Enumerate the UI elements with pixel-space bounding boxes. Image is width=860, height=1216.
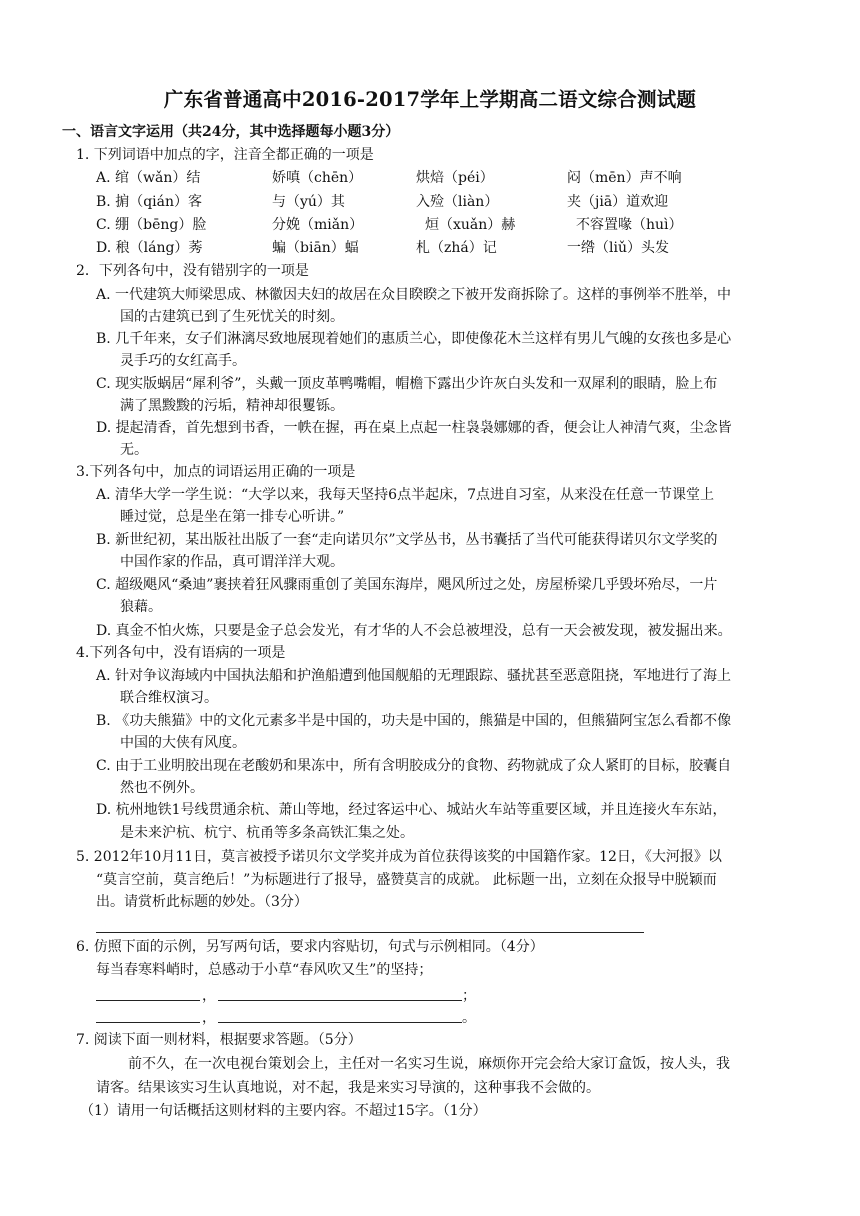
q2-option-c-cont: 满了黑黢黢的污垢，精神却很矍铄。 xyxy=(120,398,344,414)
q5-line-3: 出。请赏析此标题的妙处。（3分） xyxy=(96,894,308,910)
q6-stem: 6. 仿照下面的示例，另写两句话，要求内容贴切，句式与示例相同。（4分） xyxy=(76,939,544,955)
q6-comma-1: ， xyxy=(202,988,216,1004)
q1-c-4: 不容置喙（huì） xyxy=(576,217,683,233)
q6-blank-2a[interactable] xyxy=(96,1022,200,1023)
q3-option-a: A. 清华大学一学生说：“大学以来，我每天坚持6点半起床，7点进自习室，从来没在任意一节课堂上 xyxy=(96,487,714,503)
q6-period-2: 。 xyxy=(462,1010,476,1026)
q1-c-2: 分娩（miǎn） xyxy=(272,217,364,233)
q1-b-2: 与（yú）其 xyxy=(272,194,345,210)
q6-blank-2b[interactable] xyxy=(218,1022,462,1023)
q1-a-4: 闷（mēn）声不响 xyxy=(567,170,682,186)
q1-d-1: D. 稂（láng）莠 xyxy=(96,240,203,256)
q2-option-d: D. 提起清香，首先想到书香，一帙在握，再在桌上点起一柱袅袅娜娜的香，便会让人神清气爽，尘念皆 xyxy=(96,420,732,436)
q7-material-line-1: 前不久，在一次电视台策划会上，主任对一名实习生说，麻烦你开完会给大家订盒饭，按人头，我 xyxy=(128,1056,730,1072)
q3-option-d: D. 真金不怕火炼，只要是金子总会发光，有才华的人不会总被埋没，总有一天会被发现，被发掘出来。 xyxy=(96,623,732,639)
q4-option-c: C. 由于工业明胶出现在老酸奶和果冻中，所有含明胶成分的食物、药物就成了众人紧盯的目标，胶囊自 xyxy=(96,758,732,774)
page-title: 广东省普通高中2016-2017学年上学期高二语文综合测试题 xyxy=(163,88,697,111)
q7-sub-question-1: （1）请用一句话概括这则材料的主要内容。不超过15字。（1分） xyxy=(80,1103,487,1119)
q3-option-b: B. 新世纪初，某出版社出版了一套“走向诺贝尔”文学丛书，丛书囊括了当代可能获得诺贝尔文学奖的 xyxy=(96,532,718,548)
q4-option-b: B. 《功夫熊猫》中的文化元素多半是中国的，功夫是中国的，熊猫是中国的，但熊猫阿宝怎么看都不像 xyxy=(96,713,732,729)
q2-option-c: C. 现实版蜗居“犀利爷”，头戴一顶皮革鸭嘴帽，帽檐下露出少许灰白头发和一双犀利的眼睛，脸上布 xyxy=(96,376,718,392)
q4-option-b-cont: 中国的大侠有风度。 xyxy=(120,735,246,751)
q2-stem: 2．下列各句中，没有错别字的一项是 xyxy=(76,263,309,279)
q1-c-3: 烜（xuǎn）赫 xyxy=(425,217,516,233)
q1-c-1: C. 绷（bēng）脸 xyxy=(96,217,207,233)
q1-d-3: 札（zhá）记 xyxy=(416,240,497,256)
q2-option-b: B. 几千年来，女子们淋漓尽致地展现着她们的惠质兰心，即使像花木兰这样有男儿气魄的女孩也多是心 xyxy=(96,331,732,347)
q5-answer-line[interactable] xyxy=(96,932,644,933)
q4-stem: 4.下列各句中，没有语病的一项是 xyxy=(76,645,286,661)
q2-option-a: A. 一代建筑大师梁思成、林徽因夫妇的故居在众目睽睽之下被开发商拆除了。这样的事例举不胜举，中 xyxy=(96,287,732,303)
q1-d-4: 一绺（liǔ）头发 xyxy=(567,240,669,256)
q4-option-a-cont: 联合维权演习。 xyxy=(120,690,218,706)
q1-b-3: 入殓（liàn） xyxy=(416,194,499,210)
q6-blank-1b[interactable] xyxy=(218,1000,462,1001)
q2-option-d-cont: 无。 xyxy=(120,442,148,458)
q1-b-4: 夹（jiā）道欢迎 xyxy=(567,194,669,210)
q3-option-c-cont: 狼藉。 xyxy=(120,599,162,615)
section-heading: 一、语言文字运用（共24分，其中选择题每小题3分） xyxy=(62,124,400,140)
q4-option-c-cont: 然也不例外。 xyxy=(120,780,204,796)
q1-a-3: 烘焙（péi） xyxy=(416,170,494,186)
q6-comma-2: ， xyxy=(202,1010,216,1026)
q6-blank-1a[interactable] xyxy=(96,1000,200,1001)
q6-example: 每当春寒料峭时，总感动于小草“春风吹又生”的坚持； xyxy=(96,962,433,978)
q6-semicolon-1: ； xyxy=(462,988,476,1004)
q3-option-a-cont: 睡过觉，总是坐在第一排专心听讲。” xyxy=(120,509,345,525)
q2-option-a-cont: 国的古建筑已到了生死忧关的时刻。 xyxy=(120,309,344,325)
q1-b-1: B. 掮（qián）客 xyxy=(96,194,202,210)
q1-a-2: 娇嗔（chēn） xyxy=(272,170,363,186)
q3-stem: 3.下列各句中，加点的词语运用正确的一项是 xyxy=(76,464,356,480)
q3-option-c: C. 超级飓风“桑迪”裹挟着狂风骤雨重创了美国东海岸，飓风所过之处，房屋桥梁几乎毁坏殆尽，一片 xyxy=(96,577,718,593)
q1-a-1: A. 绾（wǎn）结 xyxy=(96,170,201,186)
q1-d-2: 蝙（biān）蝠 xyxy=(272,240,359,256)
q7-stem: 7. 阅读下面一则材料，根据要求答题。（5分） xyxy=(76,1032,362,1048)
q4-option-a: A. 针对争议海域内中国执法船和护渔船遭到他国舰船的无理跟踪、骚扰甚至恶意阻挠，军地进行了海上 xyxy=(96,668,732,684)
q3-option-b-cont: 中国作家的作品，真可谓洋洋大观。 xyxy=(120,554,344,570)
q4-option-d-cont: 是未来沪杭、杭宁、杭甬等多条高铁汇集之处。 xyxy=(120,825,414,841)
q4-option-d: D. 杭州地铁1号线贯通余杭、萧山等地，经过客运中心、城站火车站等重要区域，并且连接火车东站， xyxy=(96,802,727,818)
q7-material-line-2: 请客。结果该实习生认真地说，对不起，我是来实习导演的，这种事我不会做的。 xyxy=(96,1080,600,1096)
q1-stem: 1. 下列词语中加点的字，注音全都正确的一项是 xyxy=(76,147,374,163)
q5-line-2: “莫言空前，莫言绝后！”为标题进行了报导，盛赞莫言的成就。 此标题一出，立刻在众报导中脱颖而 xyxy=(96,872,717,888)
q5-line-1: 5. 2012年10月11日，莫言被授予诺贝尔文学奖并成为首位获得该奖的中国籍作家。12日，《大河报》以 xyxy=(76,849,722,865)
q2-option-b-cont: 灵手巧的女红高手。 xyxy=(120,353,246,369)
